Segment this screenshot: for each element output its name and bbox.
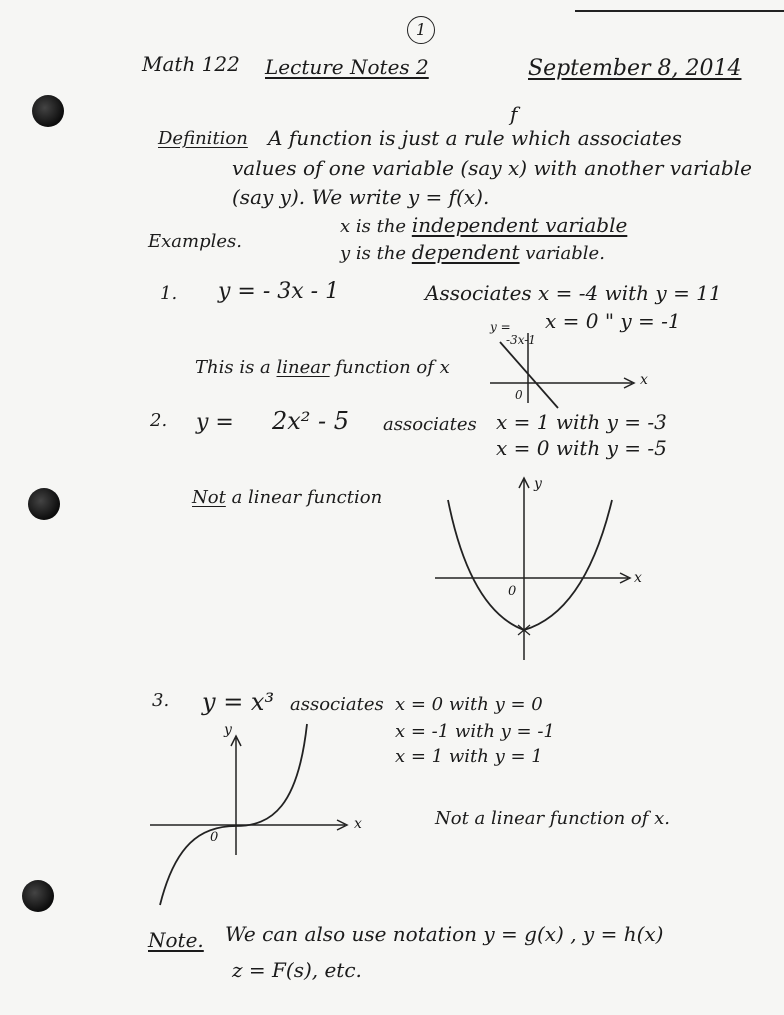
course-title: Math 122 xyxy=(142,52,240,76)
example3-associates-2: x = -1 with y = -1 xyxy=(395,721,555,742)
example2-comment-rest: a linear function xyxy=(231,487,383,508)
lecture-date: September 8, 2014 xyxy=(528,56,742,81)
example1-associates-2: x = 0 " y = -1 xyxy=(545,309,681,333)
example1-graph-origin: 0 xyxy=(515,388,523,402)
example2-graph-origin: 0 xyxy=(508,584,517,599)
page-number-text: 1 xyxy=(415,20,427,39)
examples-label: Examples. xyxy=(148,231,242,252)
example2-comment-not: Not xyxy=(192,487,226,508)
example3-equation: y = x³ xyxy=(202,688,275,716)
example3-graph-x-label: x xyxy=(354,816,362,832)
example3-associates-3: x = 1 with y = 1 xyxy=(395,746,543,767)
example2-graph-y-label: y xyxy=(534,476,542,492)
definition-line-2: values of one variable (say x) with another variable xyxy=(232,156,752,180)
example1-comment-suffix: function of x xyxy=(335,357,450,378)
example3-cubic-curve xyxy=(160,724,307,905)
example2-associates-2: x = 0 with y = -5 xyxy=(496,436,667,460)
example3-number: 3. xyxy=(152,690,170,711)
example3-comment: Not a linear function of x. xyxy=(435,808,670,829)
example2-equation-lhs: y = xyxy=(196,410,234,435)
example1-comment-prefix: This is a xyxy=(195,357,271,378)
example2-associates-word: associates xyxy=(383,414,477,435)
dependent-suffix: variable. xyxy=(525,243,605,264)
independent-prefix: x is the xyxy=(340,216,407,237)
example3-associates-word: associates xyxy=(290,694,384,715)
example1-equation: y = - 3x - 1 xyxy=(218,279,340,304)
example3-associates-1: x = 0 with y = 0 xyxy=(395,694,543,715)
dependent-term: dependent xyxy=(411,240,520,264)
example1-number: 1. xyxy=(160,283,178,304)
note-label: Note. xyxy=(148,928,204,952)
note-line-2: z = F(s), etc. xyxy=(232,958,362,982)
note-line-1: We can also use notation y = g(x) , y = h(x) xyxy=(225,922,664,946)
definition-inserted-f: f xyxy=(510,102,518,126)
example1-graph-x-label: x xyxy=(640,372,648,388)
definition-line-1: A function is just a rule which associates xyxy=(268,126,682,150)
dependent-prefix: y is the xyxy=(340,243,407,264)
independent-term: independent variable xyxy=(411,213,628,237)
example2-equation-rhs: 2x² - 5 xyxy=(272,407,350,435)
example1-graph-equation-label: -3x-1 xyxy=(506,333,536,347)
definition-line-3: (say y). We write y = f(x). xyxy=(232,185,490,209)
example1-graph-y-label: y = xyxy=(490,320,511,334)
example2-associates-1: x = 1 with y = -3 xyxy=(496,410,667,434)
example2-graph-x-label: x xyxy=(634,570,642,586)
example3-graph-y-label: y xyxy=(224,722,232,738)
definition-label: Definition xyxy=(158,128,248,149)
example1-comment-linear: linear xyxy=(276,357,330,378)
example2-number: 2. xyxy=(150,410,168,431)
example1-associates-1: Associates x = -4 with y = 11 xyxy=(425,281,722,305)
example3-graph-origin: 0 xyxy=(210,830,219,845)
lecture-title: Lecture Notes 2 xyxy=(265,55,429,79)
